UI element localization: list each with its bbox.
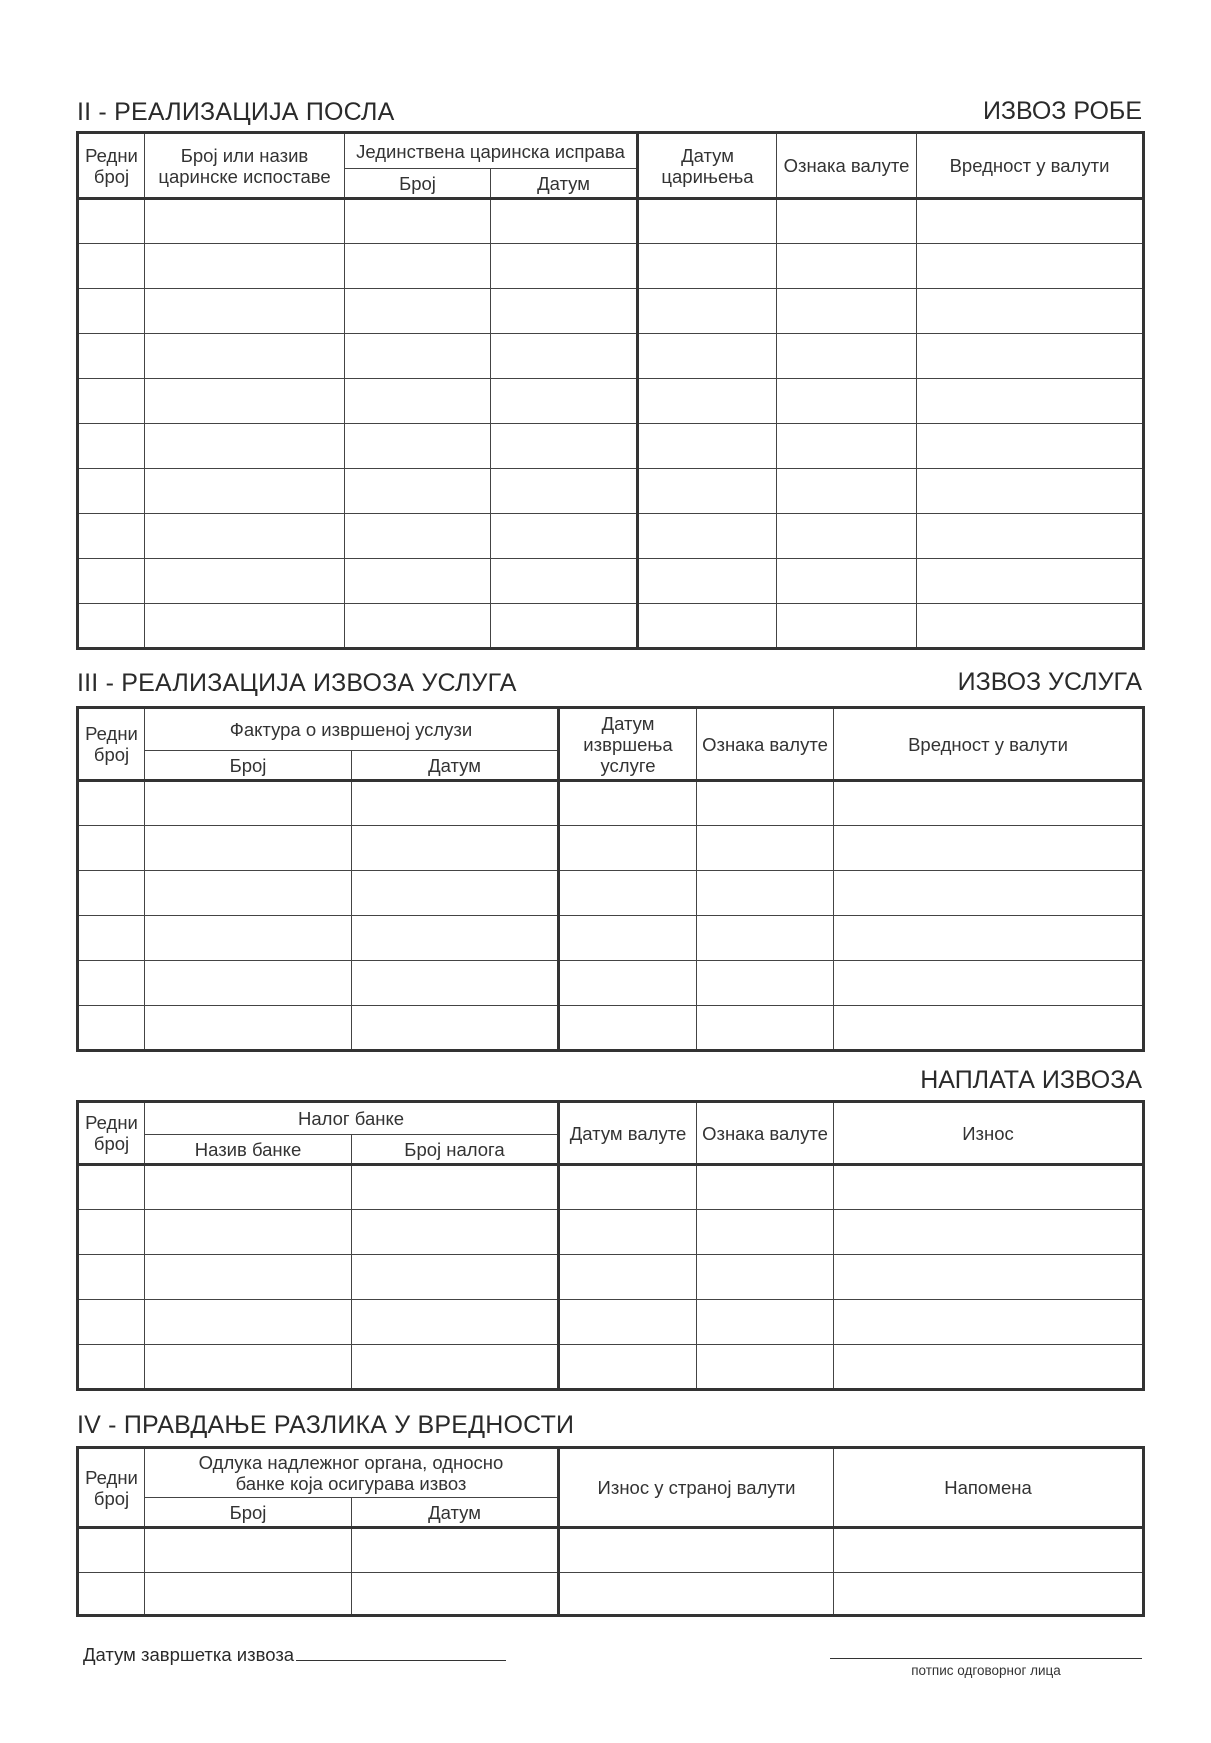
table-cell[interactable] [78, 1255, 145, 1300]
table-cell[interactable] [491, 289, 638, 334]
table-cell[interactable] [145, 379, 345, 424]
table-cell[interactable] [78, 1210, 145, 1255]
table-cell[interactable] [559, 826, 697, 871]
table-cell[interactable] [352, 961, 559, 1006]
table-cell[interactable] [78, 514, 145, 559]
header-service-date: Датум извршења услуге [559, 708, 697, 781]
table-cell[interactable] [834, 1165, 1144, 1210]
header-customs-date: Датум царињења [638, 133, 777, 199]
table-cell[interactable] [491, 514, 638, 559]
header-decision-number: Број [145, 1498, 352, 1528]
table-cell[interactable] [352, 1255, 559, 1300]
table-cell[interactable] [345, 604, 491, 649]
table-cell[interactable] [559, 1255, 697, 1300]
table-cell[interactable] [559, 781, 697, 826]
table-cell[interactable] [78, 781, 145, 826]
header-customs-office: Број или назив царинске испоставе [145, 133, 345, 199]
table-cell[interactable] [78, 1300, 145, 1345]
table-cell[interactable] [559, 916, 697, 961]
table-cell[interactable] [145, 1300, 352, 1345]
table-cell[interactable] [345, 559, 491, 604]
table-cell[interactable] [834, 1573, 1144, 1616]
table-cell[interactable] [145, 424, 345, 469]
table-cell[interactable] [491, 244, 638, 289]
table-cell[interactable] [777, 244, 917, 289]
table-cell[interactable] [638, 244, 777, 289]
table-cell[interactable] [491, 469, 638, 514]
header-jci-date: Датум [491, 169, 638, 199]
table-cell[interactable] [697, 1345, 834, 1390]
header-invoice: Фактура о извршеној услузи [145, 708, 559, 751]
completion-date-field[interactable] [83, 1644, 506, 1666]
header-redni-broj: Редни број [78, 1102, 145, 1165]
table-cell[interactable] [145, 1210, 352, 1255]
signature-line[interactable] [830, 1658, 1142, 1659]
table-cell[interactable] [697, 916, 834, 961]
table-cell[interactable] [638, 289, 777, 334]
table-cell[interactable] [78, 424, 145, 469]
table-cell[interactable] [145, 469, 345, 514]
table-cell[interactable] [834, 1006, 1144, 1051]
table-cell[interactable] [834, 1210, 1144, 1255]
header-currency-code: Ознака валуте [697, 708, 834, 781]
table-cell[interactable] [777, 559, 917, 604]
table-cell[interactable] [834, 916, 1144, 961]
table-cell[interactable] [777, 199, 917, 244]
table-cell[interactable] [345, 514, 491, 559]
table-cell[interactable] [777, 469, 917, 514]
table-cell[interactable] [559, 1300, 697, 1345]
table-cell[interactable] [352, 871, 559, 916]
table-cell[interactable] [78, 289, 145, 334]
table-cell[interactable] [145, 289, 345, 334]
table-cell[interactable] [145, 781, 352, 826]
header-currency-value: Вредност у валути [917, 133, 1144, 199]
table-cell[interactable] [345, 469, 491, 514]
table-cell[interactable] [345, 424, 491, 469]
collection-right-title: НАПЛАТА ИЗВОЗА [920, 1066, 1142, 1094]
header-note: Напомена [834, 1448, 1144, 1528]
table-cell[interactable] [638, 469, 777, 514]
table-cell[interactable] [834, 871, 1144, 916]
table-cell[interactable] [917, 424, 1144, 469]
table-cell[interactable] [917, 379, 1144, 424]
header-value-date: Датум валуте [559, 1102, 697, 1165]
table-cell[interactable] [345, 289, 491, 334]
table-cell[interactable] [559, 1006, 697, 1051]
table-cell[interactable] [638, 334, 777, 379]
table-cell[interactable] [917, 334, 1144, 379]
header-bank-order: Налог банке [145, 1102, 559, 1135]
export-goods-table [76, 131, 1145, 650]
table-cell[interactable] [491, 424, 638, 469]
table-cell[interactable] [78, 1345, 145, 1390]
table-cell[interactable] [352, 1006, 559, 1051]
table-cell[interactable] [697, 1006, 834, 1051]
table-cell[interactable] [559, 1345, 697, 1390]
table-cell[interactable] [777, 289, 917, 334]
table-cell[interactable] [638, 424, 777, 469]
table-cell[interactable] [834, 781, 1144, 826]
table-cell[interactable] [145, 1165, 352, 1210]
table-cell[interactable] [145, 1528, 352, 1573]
table-cell[interactable] [78, 871, 145, 916]
table-cell[interactable] [78, 916, 145, 961]
table-cell[interactable] [638, 379, 777, 424]
header-jci-number: Број [345, 169, 491, 199]
table-cell[interactable] [145, 334, 345, 379]
table-cell[interactable] [145, 604, 345, 649]
section-2-title: II - РЕАЛИЗАЦИЈА ПОСЛА [77, 98, 395, 126]
header-currency-value: Вредност у валути [834, 708, 1144, 781]
section-3-right-title: ИЗВОЗ УСЛУГА [957, 668, 1142, 696]
table-cell[interactable] [638, 604, 777, 649]
table-cell[interactable] [491, 604, 638, 649]
table-cell[interactable] [352, 1165, 559, 1210]
table-cell[interactable] [145, 916, 352, 961]
table-cell[interactable] [559, 1210, 697, 1255]
table-cell[interactable] [145, 1255, 352, 1300]
table-cell[interactable] [145, 199, 345, 244]
table-cell[interactable] [917, 604, 1144, 649]
table-cell[interactable] [352, 1345, 559, 1390]
table-cell[interactable] [352, 781, 559, 826]
table-cell[interactable] [697, 781, 834, 826]
table-cell[interactable] [638, 559, 777, 604]
table-cell[interactable] [78, 559, 145, 604]
table-cell[interactable] [638, 514, 777, 559]
section-2-right-title: ИЗВОЗ РОБЕ [982, 97, 1142, 125]
table-cell[interactable] [491, 559, 638, 604]
table-cell[interactable] [917, 469, 1144, 514]
table-cell[interactable] [145, 244, 345, 289]
table-cell[interactable] [917, 514, 1144, 559]
table-cell[interactable] [352, 1300, 559, 1345]
table-cell[interactable] [145, 871, 352, 916]
header-amount: Износ [834, 1102, 1144, 1165]
table-cell[interactable] [697, 1165, 834, 1210]
table-cell[interactable] [78, 1528, 145, 1573]
table-cell[interactable] [917, 559, 1144, 604]
table-cell[interactable] [145, 826, 352, 871]
table-cell[interactable] [777, 604, 917, 649]
table-cell[interactable] [777, 379, 917, 424]
table-cell[interactable] [697, 1255, 834, 1300]
header-currency-code: Ознака валуте [697, 1102, 834, 1165]
header-foreign-amount: Износ у страној валути [559, 1448, 834, 1528]
header-decision-date: Датум [352, 1498, 559, 1528]
table-cell[interactable] [145, 1006, 352, 1051]
table-cell[interactable] [834, 1528, 1144, 1573]
header-jci: Јединствена царинска исправа [345, 133, 638, 169]
table-cell[interactable] [917, 289, 1144, 334]
table-cell[interactable] [145, 514, 345, 559]
table-cell[interactable] [78, 961, 145, 1006]
header-order-number: Број налога [352, 1135, 559, 1165]
table-cell[interactable] [78, 469, 145, 514]
table-cell[interactable] [917, 199, 1144, 244]
table-cell[interactable] [559, 961, 697, 1006]
export-collection-rows [78, 1165, 1144, 1390]
table-cell[interactable] [145, 1573, 352, 1616]
header-bank-name: Назив банке [145, 1135, 352, 1165]
header-redni-broj: Редни број [78, 133, 145, 199]
export-collection-table [76, 1100, 1145, 1391]
table-cell[interactable] [352, 1573, 559, 1616]
table-cell[interactable] [697, 1300, 834, 1345]
table-cell[interactable] [697, 961, 834, 1006]
table-cell[interactable] [559, 1573, 834, 1616]
table-cell[interactable] [697, 871, 834, 916]
table-cell[interactable] [345, 244, 491, 289]
export-services-rows [78, 781, 1144, 1051]
table-cell[interactable] [352, 916, 559, 961]
table-cell[interactable] [917, 244, 1144, 289]
table-cell[interactable] [697, 826, 834, 871]
signature-label: потпис одговорног лица [911, 1663, 1061, 1678]
table-cell[interactable] [491, 334, 638, 379]
table-cell[interactable] [345, 379, 491, 424]
header-currency-code: Ознака валуте [777, 133, 917, 199]
table-cell[interactable] [559, 871, 697, 916]
table-cell[interactable] [145, 559, 345, 604]
table-cell[interactable] [697, 1210, 834, 1255]
table-cell[interactable] [352, 1528, 559, 1573]
table-cell[interactable] [145, 961, 352, 1006]
table-cell[interactable] [78, 1165, 145, 1210]
table-cell[interactable] [352, 1210, 559, 1255]
header-redni-broj: Редни број [78, 1448, 145, 1528]
table-cell[interactable] [834, 1255, 1144, 1300]
table-cell[interactable] [491, 379, 638, 424]
completion-date-line[interactable] [296, 1646, 506, 1661]
value-differences-table [76, 1446, 1145, 1617]
header-invoice-number: Број [145, 751, 352, 781]
table-cell[interactable] [834, 826, 1144, 871]
section-4-title: IV - ПРАВДАЊЕ РАЗЛИКА У ВРЕДНОСТИ [77, 1411, 575, 1439]
header-decision: Одлука надлежног органа, односно банке која осигурава извоз [145, 1448, 559, 1498]
table-cell[interactable] [78, 604, 145, 649]
table-cell[interactable] [777, 334, 917, 379]
table-cell[interactable] [777, 514, 917, 559]
table-cell[interactable] [345, 334, 491, 379]
table-cell[interactable] [78, 1006, 145, 1051]
export-services-table [76, 706, 1145, 1052]
table-cell[interactable] [78, 334, 145, 379]
table-cell[interactable] [834, 961, 1144, 1006]
table-cell[interactable] [145, 1345, 352, 1390]
table-cell[interactable] [638, 199, 777, 244]
table-cell[interactable] [834, 1345, 1144, 1390]
table-cell[interactable] [491, 199, 638, 244]
table-cell[interactable] [78, 826, 145, 871]
table-cell[interactable] [78, 1573, 145, 1616]
value-differences-rows [78, 1528, 1144, 1616]
header-invoice-date: Датум [352, 751, 559, 781]
table-cell[interactable] [777, 424, 917, 469]
table-cell[interactable] [78, 244, 145, 289]
table-cell[interactable] [559, 1528, 834, 1573]
header-redni-broj: Редни број [78, 708, 145, 781]
table-cell[interactable] [78, 379, 145, 424]
table-cell[interactable] [559, 1165, 697, 1210]
table-cell[interactable] [345, 199, 491, 244]
export-goods-rows [78, 199, 1144, 649]
table-cell[interactable] [834, 1300, 1144, 1345]
table-cell[interactable] [352, 826, 559, 871]
section-3-title: III - РЕАЛИЗАЦИЈА ИЗВОЗА УСЛУГА [77, 669, 517, 697]
table-cell[interactable] [78, 199, 145, 244]
completion-date-label: Датум завршетка извоза [83, 1644, 295, 1665]
